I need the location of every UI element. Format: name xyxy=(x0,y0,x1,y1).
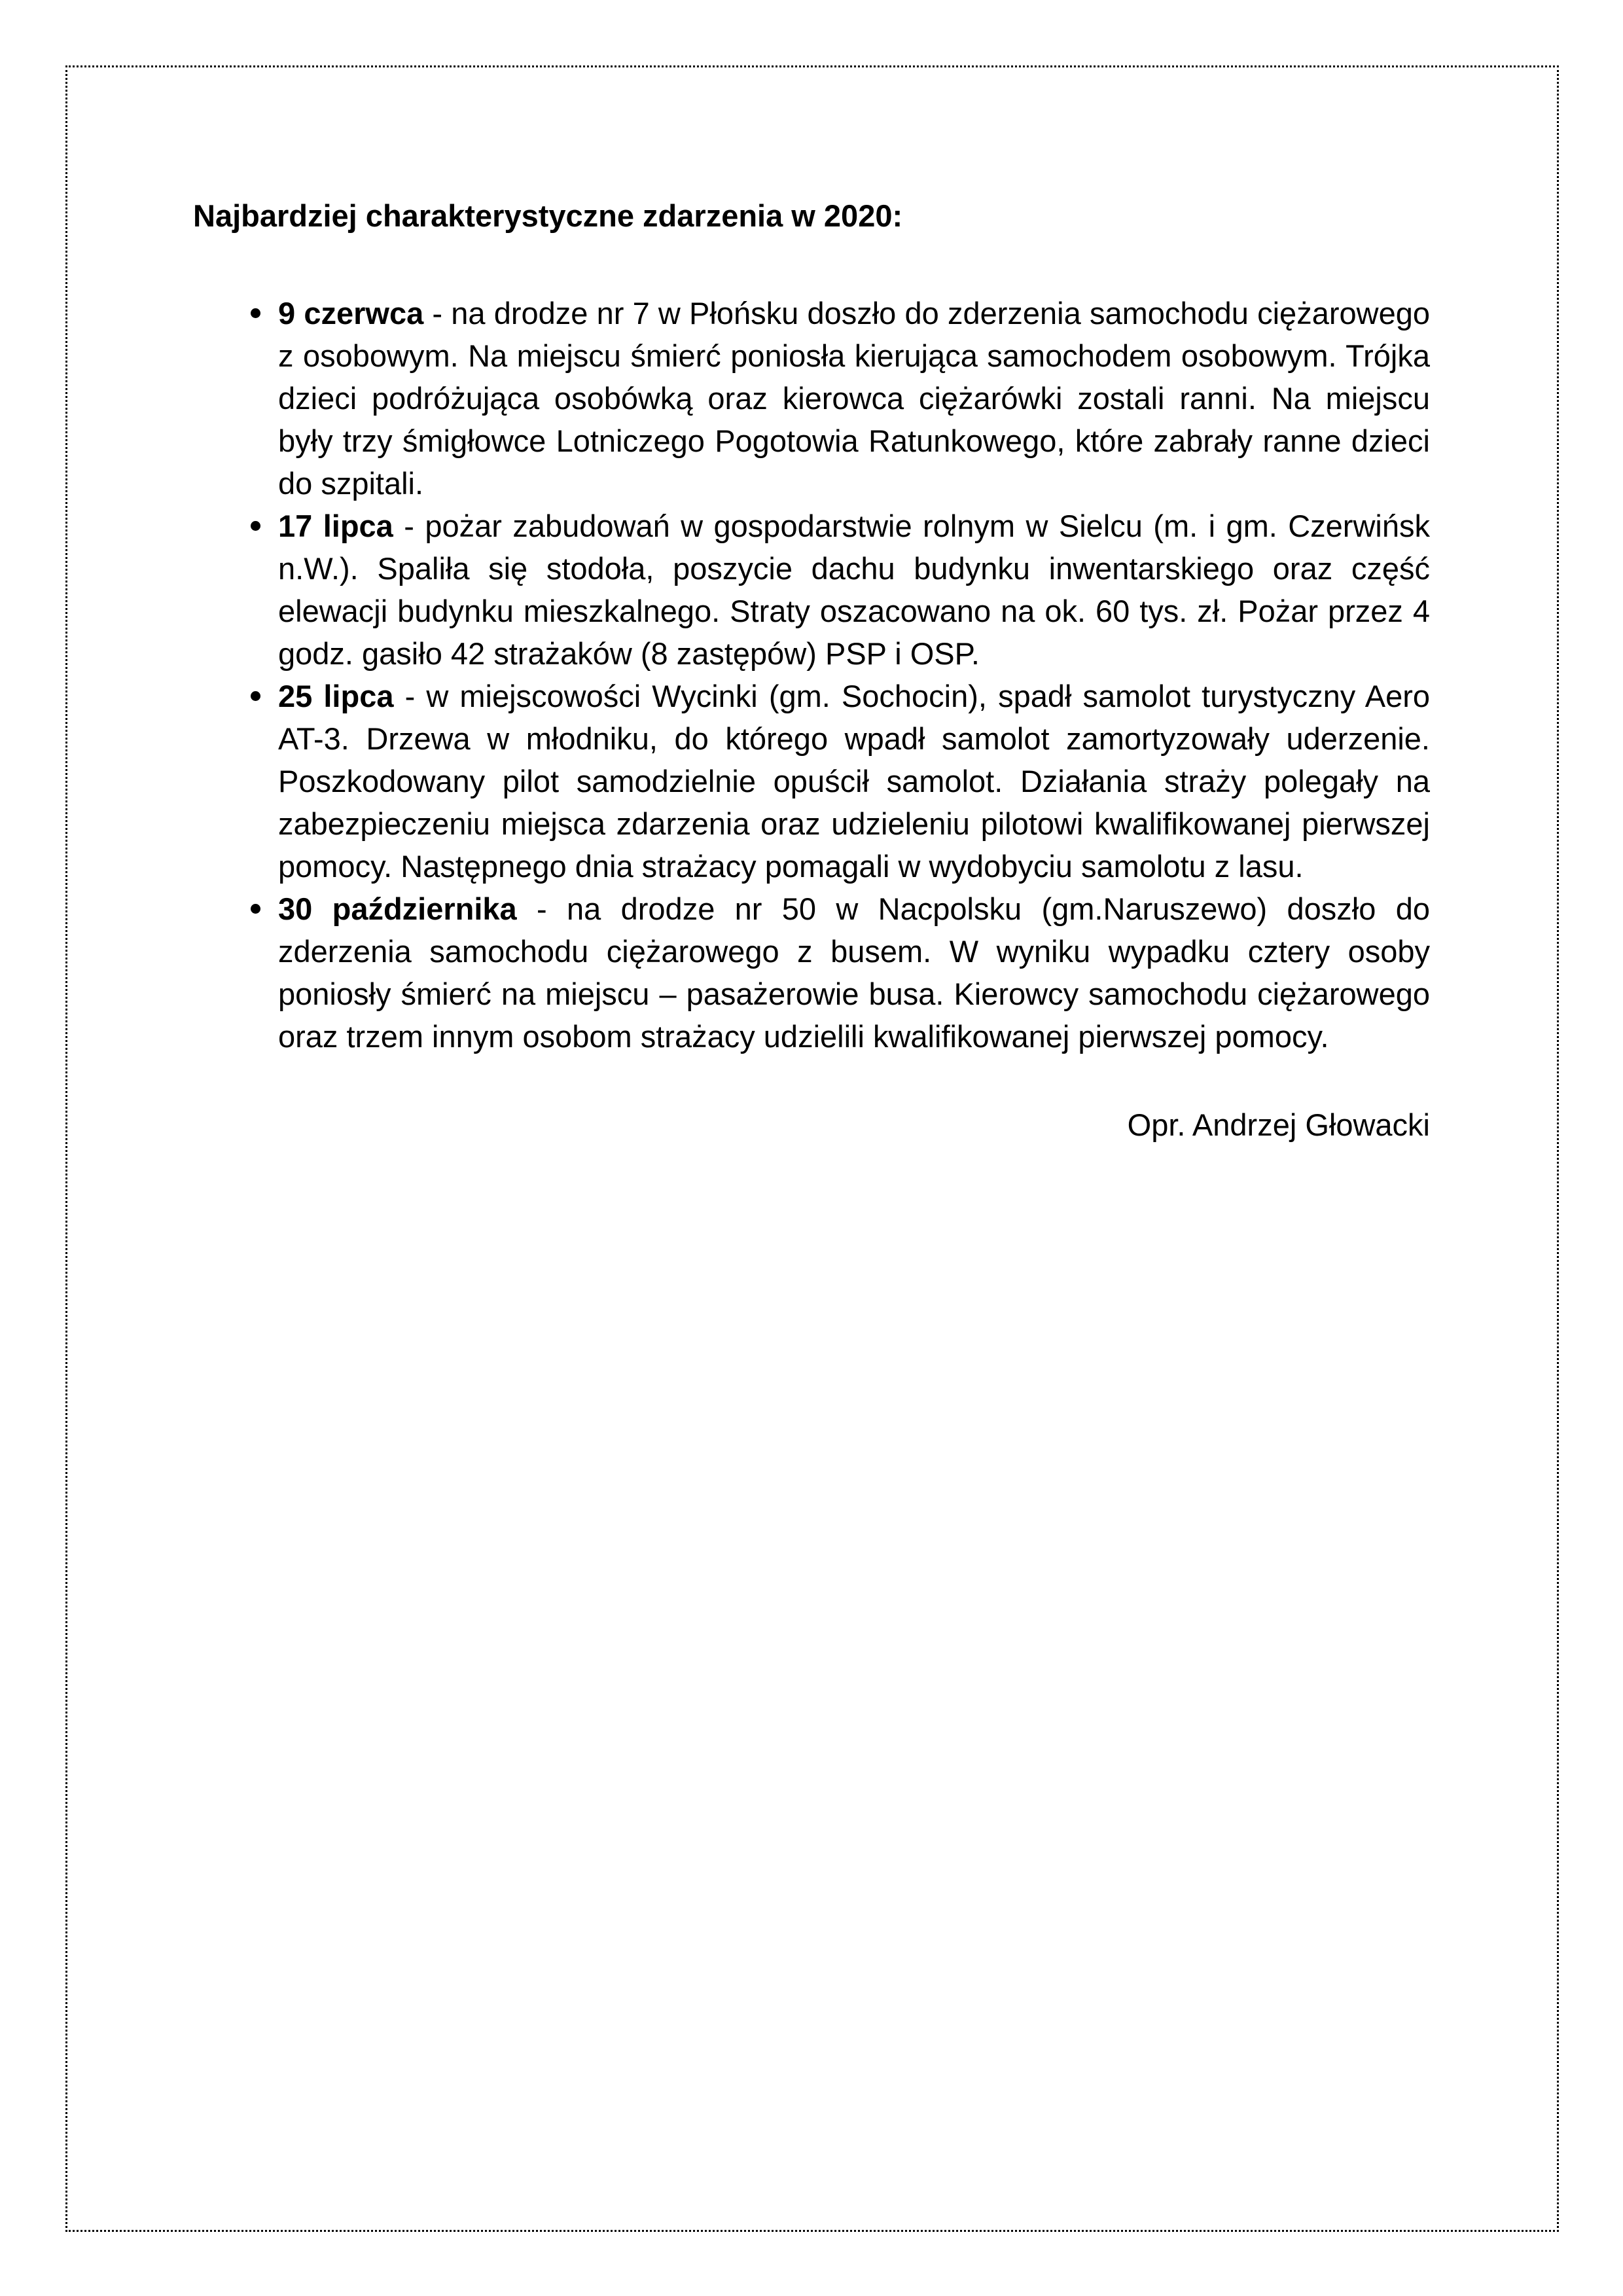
event-text: - na drodze nr 50 w Nacpolsku (gm.Naruszewo) doszło do zderzenia samochodu ciężarowego z busem. W wyniku wypadku cztery osoby poniosły śmierć na miejscu – pasażerowie busa. Kierowcy samochodu ciężarowego oraz trzem innym osobom strażacy udzielili kwalifikowanej pierwszej pomocy. xyxy=(278,891,1430,1054)
event-text: - na drodze nr 7 w Płońsku doszło do zderzenia samochodu ciężarowego z osobowym. Na miejscu śmierć poniosła kierująca samochodem osobowym. Trójka dzieci podróżująca osobówką oraz kierowca ciężarówki zostali ranni. Na miejscu były trzy śmigłowce Lotniczego Pogotowia Ratunkowego, które zabrały ranne dzieci do szpitali. xyxy=(278,296,1430,501)
event-date: 30 października xyxy=(278,891,517,926)
list-item xyxy=(193,292,1430,505)
list-item xyxy=(193,888,1430,1058)
document-title: Najbardziej charakterystyczne zdarzenia w 2020: xyxy=(193,198,903,233)
event-text: - pożar zabudowań w gospodarstwie rolnym w Sielcu (m. i gm. Czerwińsk n.W.). Spaliła się stodoła, poszycie dachu budynku inwentarskiego oraz część elewacji budynku mieszkalnego. Straty oszacowano na ok. 60 tys. zł. Pożar przez 4 godz. gasiło 42 strażaków (8 zastępów) PSP i OSP. xyxy=(278,509,1430,671)
list-item xyxy=(193,505,1430,675)
event-list xyxy=(193,292,1430,1058)
event-date: 25 lipca xyxy=(278,679,394,713)
author-signoff: Opr. Andrzej Głowacki xyxy=(1127,1107,1430,1142)
document-content xyxy=(193,194,1430,1146)
event-date: 9 czerwca xyxy=(278,296,424,331)
list-item xyxy=(193,675,1430,888)
event-date: 17 lipca xyxy=(278,509,393,543)
event-text: - w miejscowości Wycinki (gm. Sochocin), spadł samolot turystyczny Aero AT-3. Drzewa w młodniku, do którego wpadł samolot zamortyzowały uderzenie. Poszkodowany pilot samodzielnie opuścił samolot. Działania straży polegały na zabezpieczeniu miejsca zdarzenia oraz udzieleniu pilotowi kwalifikowanej pierwszej pomocy. Następnego dnia strażacy pomagali w wydobyciu samolotu z lasu. xyxy=(278,679,1430,884)
